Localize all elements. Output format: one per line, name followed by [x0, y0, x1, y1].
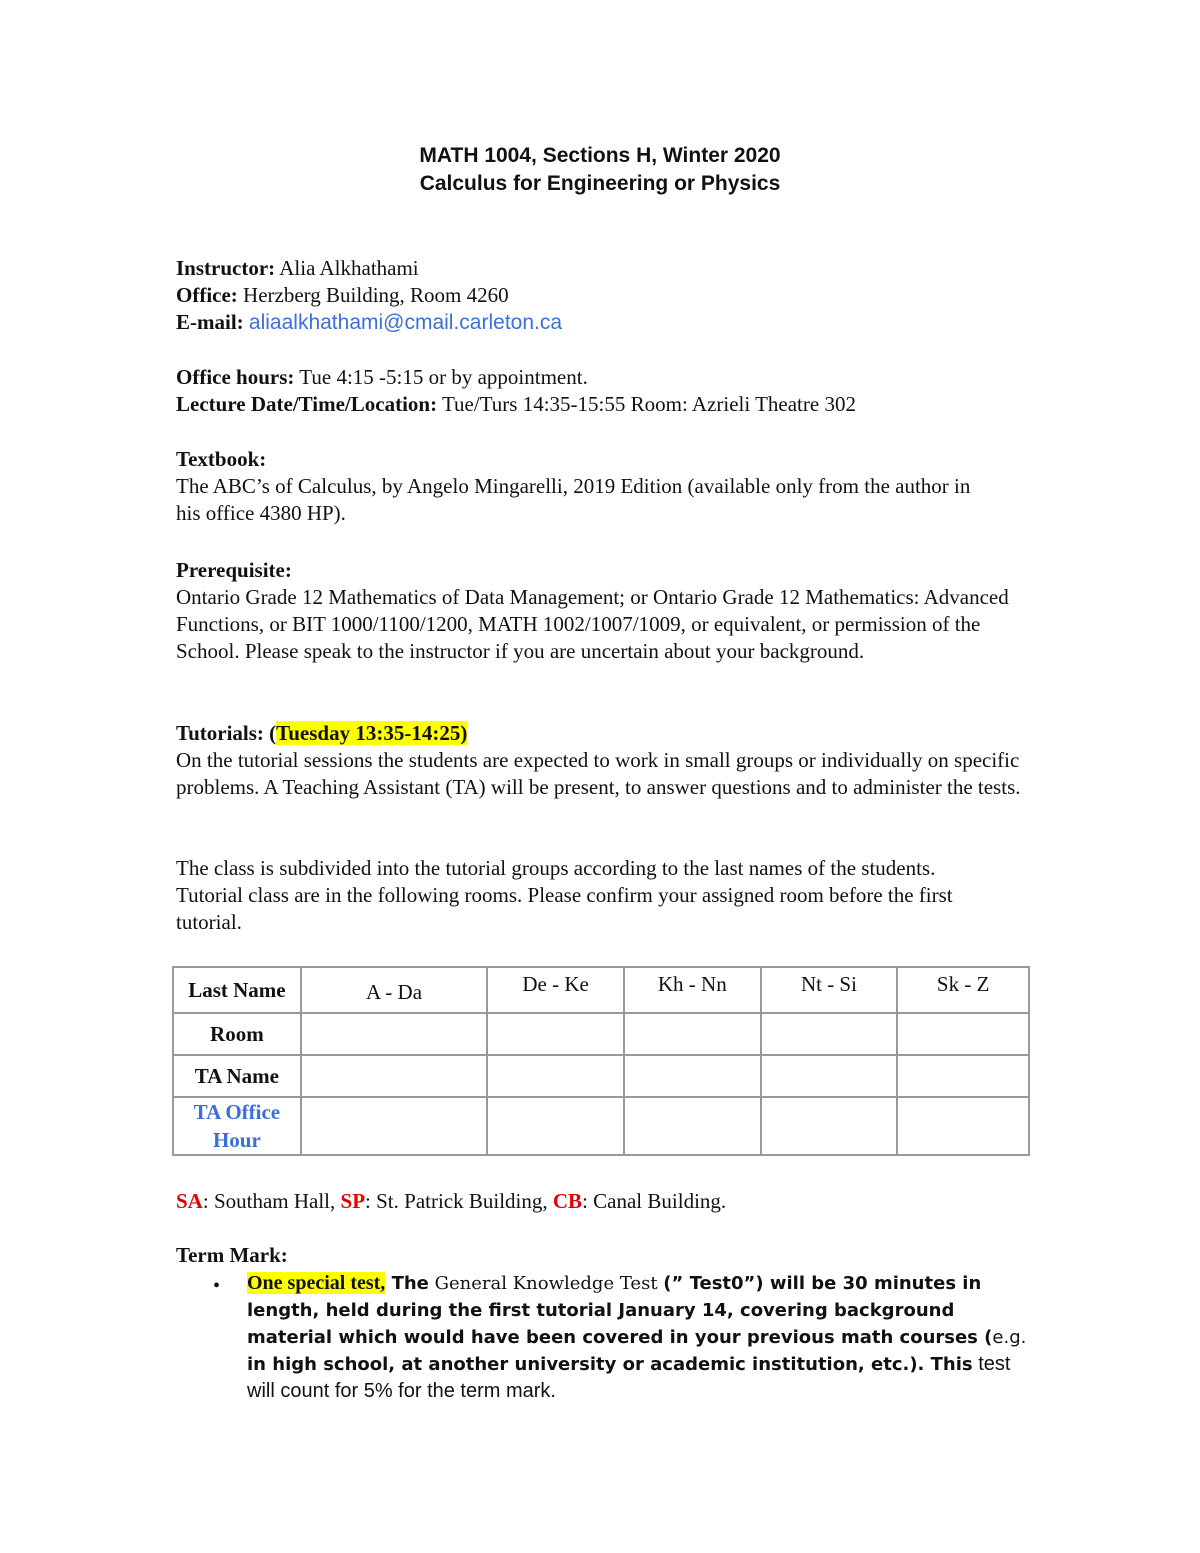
table-cell	[301, 1055, 488, 1097]
legend-sp-text: : St. Patrick Building,	[365, 1189, 553, 1213]
table-cell	[761, 1013, 898, 1055]
table-cell	[301, 1097, 488, 1155]
table-cell	[624, 1055, 761, 1097]
textbook-text: The ABC’s of Calculus, by Angelo Mingarelli, 2019 Edition (available only from the author in his office 4380 HP).	[176, 474, 971, 525]
table-row	[173, 1097, 1029, 1155]
table-row	[173, 1055, 1029, 1097]
legend-cb-code: CB	[552, 1189, 583, 1213]
prerequisite-text: Ontario Grade 12 Mathematics of Data Management; or Ontario Grade 12 Mathematics: Advanced Functions, or BIT 1000/1100/1200, MATH 1002/1007/1009, or equivalent, or permission of the School. Please speak to the instructor if you are uncertain about your background.	[176, 585, 1009, 663]
group-cell: A - Da	[301, 967, 488, 1013]
email-label: E-mail:	[176, 310, 244, 334]
row-header-room: Room	[173, 1013, 301, 1055]
office-label: Office:	[176, 283, 238, 307]
lecture-value: Tue/Turs 14:35-15:55 Room: Azrieli Theatre 302	[441, 392, 856, 416]
term-mark-part6: test will count for 5% for the term mark.	[247, 1353, 1011, 1402]
table-row	[173, 967, 1029, 1013]
group-cell: Kh - Nn	[624, 967, 761, 1013]
row-header-last-name: Last Name	[173, 967, 301, 1013]
tutorials-heading	[176, 720, 467, 747]
legend-sp-code: SP	[340, 1189, 366, 1213]
textbook-label: Textbook:	[176, 447, 267, 471]
term-mark-heading	[176, 1242, 288, 1269]
special-test-highlight: One special test,	[247, 1272, 386, 1294]
office-hours-line	[176, 364, 588, 391]
course-subtitle: Calculus for Engineering or Physics	[419, 172, 781, 195]
bullet-icon: •	[213, 1275, 221, 1297]
instructor-line	[176, 255, 419, 282]
instructor-name: Alia Alkhathami	[279, 256, 419, 280]
instructor-label: Instructor:	[176, 256, 276, 280]
email-link[interactable]: aliaalkhathami@cmail.carleton.ca	[248, 311, 563, 334]
term-mark-part4: e.g.	[992, 1327, 1027, 1348]
tutorials-open-paren: (	[269, 721, 277, 745]
office-hours-value: Tue 4:15 -5:15 or by appointment.	[299, 365, 588, 389]
building-legend	[176, 1188, 726, 1215]
legend-sa-text: : Southam Hall,	[202, 1189, 341, 1213]
legend-sa-code: SA	[176, 1189, 203, 1213]
table-cell	[487, 1097, 624, 1155]
table-cell	[897, 1097, 1029, 1155]
office-hours-label: Office hours:	[176, 365, 295, 389]
table-cell	[761, 1055, 898, 1097]
table-row	[173, 1013, 1029, 1055]
course-title: MATH 1004, Sections H, Winter 2020	[419, 144, 781, 167]
group-cell: Nt - Si	[761, 967, 898, 1013]
office-line	[176, 282, 509, 309]
lecture-line	[176, 391, 856, 418]
tutorials-label: Tutorials:	[176, 721, 264, 745]
legend-cb-text: : Canal Building.	[582, 1189, 727, 1213]
table-cell	[487, 1013, 624, 1055]
textbook-heading	[176, 446, 266, 473]
tutorial-table	[172, 966, 1030, 1156]
table-cell	[897, 1013, 1029, 1055]
term-mark-part5: in high school, at another university or academic institution, etc.). This	[247, 1354, 973, 1375]
prerequisite-heading	[176, 557, 292, 584]
term-mark-item	[247, 1270, 1027, 1404]
tutorials-groups-note: The class is subdivided into the tutorial groups according to the last names of the students. Tutorial class are in the following rooms. Please confirm your assigned room before the first tutorial.	[176, 856, 953, 934]
email-line	[176, 309, 562, 336]
table-cell	[487, 1055, 624, 1097]
row-header-ta-name: TA Name	[173, 1055, 301, 1097]
term-mark-label: Term Mark:	[176, 1243, 288, 1267]
table-cell	[761, 1097, 898, 1155]
lecture-label: Lecture Date/Time/Location:	[176, 392, 438, 416]
office-value: Herzberg Building, Room 4260	[243, 283, 509, 307]
table-cell	[897, 1055, 1029, 1097]
row-header-ta-office-hour: TA Office Hour	[173, 1097, 301, 1155]
prerequisite-label: Prerequisite:	[176, 558, 292, 582]
table-cell	[624, 1013, 761, 1055]
tutorials-description: On the tutorial sessions the students are expected to work in small groups or individually on specific problems. A Teaching Assistant (TA) will be present, to answer questions and to administer the tests.	[176, 748, 1021, 799]
tutorials-time: Tuesday 13:35-14:25)	[276, 721, 468, 745]
term-mark-part2: General Knowledge Test	[428, 1273, 664, 1294]
table-cell	[301, 1013, 488, 1055]
term-mark-part1: The	[385, 1273, 429, 1294]
term-mark-part3: (” Test0”) will be 30 minutes in length, held during the first tutorial January 14, covering background material which would have been covered in your previous math courses (	[247, 1273, 993, 1348]
table-cell	[624, 1097, 761, 1155]
group-cell: De - Ke	[487, 967, 624, 1013]
group-cell: Sk - Z	[897, 967, 1029, 1013]
